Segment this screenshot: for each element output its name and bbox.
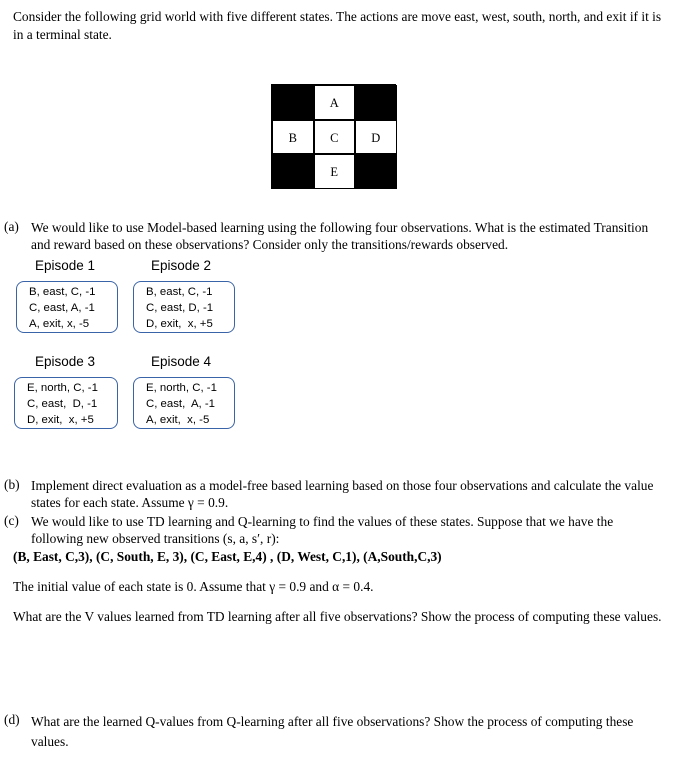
part-d-label: (d) (4, 712, 20, 727)
episode-line: A, exit, x, -5 (29, 318, 90, 330)
grid-wall (272, 85, 314, 120)
transitions-list: (B, East, C,3), (C, South, E, 3), (C, East, E,4) , (D, West, C,1), (A,South,C,3) (13, 549, 442, 564)
episode-line: B, east, C, -1 (146, 286, 213, 298)
episode-line: C, east, A, -1 (29, 302, 95, 314)
part-a-label: (a) (4, 219, 19, 234)
episode-line: C, east, D, -1 (27, 398, 98, 410)
grid-cell-d: D (355, 120, 397, 155)
part-c-text: We would like to use TD learning and Q-learning to find the values of these states. Suppose that we have the following new observed transitions (s, a, s′, r): (31, 514, 614, 546)
grid-wall (355, 85, 397, 120)
episode-line: A, exit, x, -5 (146, 414, 210, 426)
intro-text: Consider the following grid world with five different states. The actions are move east, west, south, north, and exit if it is in a terminal state. (13, 9, 662, 42)
part-d-text: What are the learned Q-values from Q-learning after all five observations? Show the process of computing these values. (31, 714, 634, 749)
episode-1-title: Episode 1 (35, 258, 96, 273)
grid-world (271, 84, 396, 189)
grid-wall (272, 154, 314, 189)
part-a-text: We would like to use Model-based learning using the following four observations. What is the estimated Transition and reward based on these observations? Consider only the transitions/rewards observed. (31, 220, 649, 252)
episode-1-box (16, 281, 118, 333)
part-b-text: Implement direct evaluation as a model-free based learning based on those four observations and calculate the value states for each state. Assume γ = 0.9. (31, 478, 654, 510)
episode-4-box (133, 377, 235, 429)
grid-cell-c: C (314, 120, 356, 155)
episode-line: E, north, C, -1 (146, 382, 217, 394)
episode-line: D, exit, x, +5 (146, 318, 213, 330)
episode-3-box (14, 377, 118, 429)
episode-2-title: Episode 2 (151, 258, 212, 273)
part-c-label: (c) (4, 513, 19, 528)
episode-line: E, north, C, -1 (27, 382, 98, 394)
episode-line: C, east, D, -1 (146, 302, 214, 314)
td-question-text: What are the V values learned from TD learning after all five observations? Show the process of computing these values. (13, 609, 662, 624)
episode-3-title: Episode 3 (35, 354, 96, 369)
episode-line: D, exit, x, +5 (27, 414, 94, 426)
grid-wall (355, 154, 397, 189)
grid-cell-a: A (314, 85, 356, 120)
initial-values-text: The initial value of each state is 0. Assume that γ = 0.9 and α = 0.4. (13, 579, 374, 594)
grid-cell-e: E (314, 154, 356, 189)
grid-cell-b: B (272, 120, 314, 155)
episode-line: B, east, C, -1 (29, 286, 96, 298)
part-b-label: (b) (4, 477, 20, 492)
episode-line: C, east, A, -1 (146, 398, 216, 410)
episode-2-box (133, 281, 235, 333)
episode-4-title: Episode 4 (151, 354, 212, 369)
